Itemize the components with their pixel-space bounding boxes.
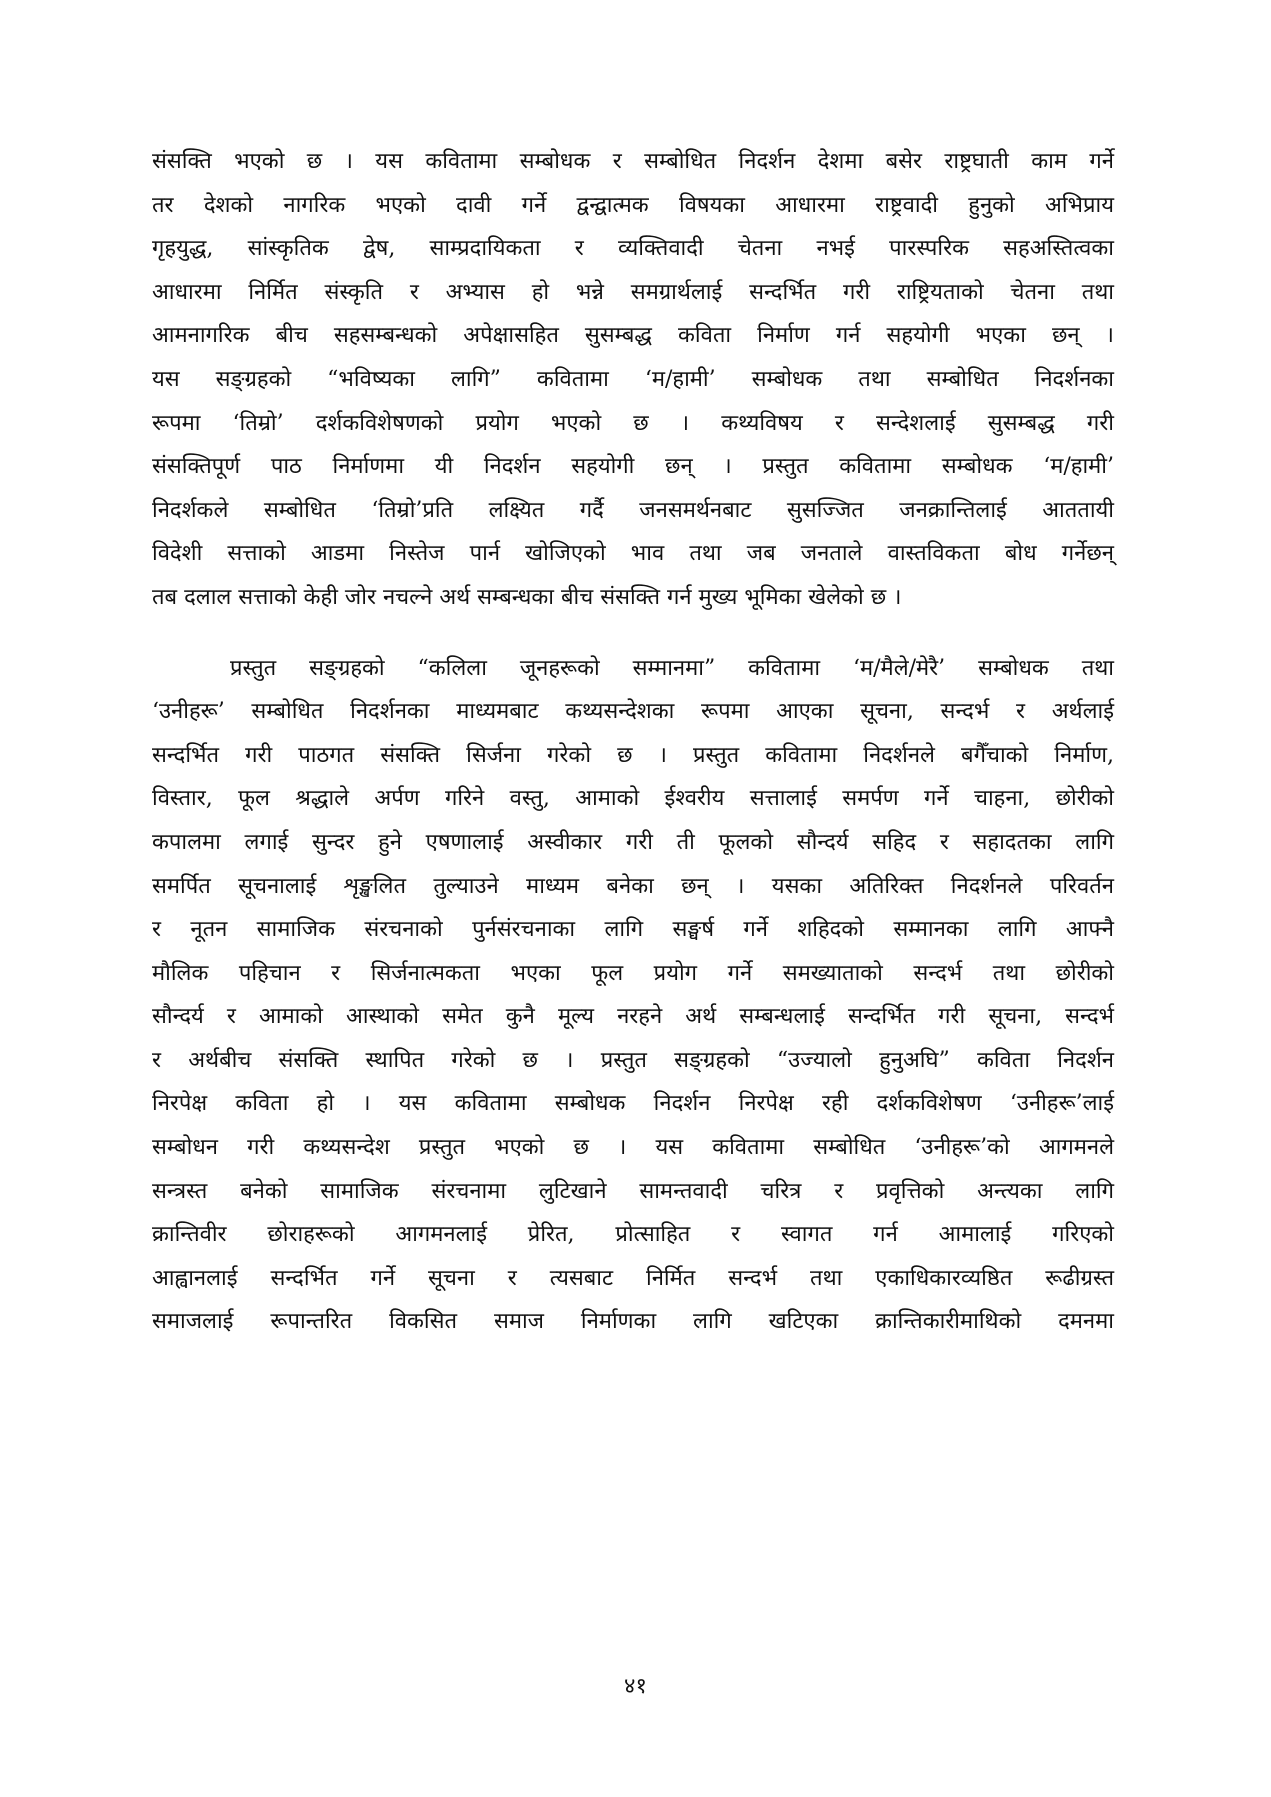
text-line: सौन्दर्य र आमाको आस्थाको समेत कुनै मूल्य नरहने अर्थ सम्बन्धलाई सन्दर्भित गरी सूचना, सन्दर्भ — [152, 1004, 1114, 1030]
text-line: सन्त्रस्त बनेको सामाजिक संरचनामा लुटिखाने सामन्तवादी चरित्र र प्रवृत्तिको अन्त्यका लागि — [152, 1178, 1114, 1204]
text-line: कपालमा लगाई सुन्दर हुने एषणालाई अस्वीकार गरी ती फूलको सौन्दर्य सहिद र सहादतका लागि — [152, 829, 1114, 855]
text-line: रूपमा ‘तिम्रो’ दर्शकविशेषणको प्रयोग भएको छ । कथ्यविषय र सन्देशलाई सुसम्बद्ध गरी — [152, 410, 1114, 436]
paragraph-1 — [152, 140, 1114, 620]
text-line: क्रान्तिवीर छोराहरूको आगमनलाई प्रेरित, प्रोत्साहित र स्वागत गर्न आमालाई गरिएको — [152, 1222, 1114, 1248]
text-line: ‘उनीहरू’ सम्बोधित निदर्शनका माध्यमबाट कथ्यसन्देशका रूपमा आएका सूचना, सन्दर्भ र अर्थलाई — [152, 699, 1114, 725]
text-line: प्रस्तुत सङ्ग्रहको “कलिला जूनहरूको सम्मानमा” कवितामा ‘म/मैले/मेरै’ सम्बोधक तथा — [230, 655, 1114, 681]
text-line: तर देशको नागरिक भएको दावी गर्ने द्वन्द्वात्मक विषयका आधारमा राष्ट्रवादी हुनुको अभिप्राय — [152, 192, 1114, 218]
text-line: आमनागरिक बीच सहसम्बन्धको अपेक्षासहित सुसम्बद्ध कविता निर्माण गर्न सहयोगी भएका छन् । — [152, 323, 1114, 349]
text-line: समाजलाई रूपान्तरित विकसित समाज निर्माणका लागि खटिएका क्रान्तिकारीमाथिको दमनमा — [152, 1309, 1114, 1335]
text-line: निदर्शकले सम्बोधित ‘तिम्रो’प्रति लक्ष्यित गर्दै जनसमर्थनबाट सुसज्जित जनक्रान्तिलाई आततायी — [152, 497, 1114, 523]
paragraph-gap — [152, 620, 1114, 647]
text-line: सन्दर्भित गरी पाठगत संसक्ति सिर्जना गरेको छ । प्रस्तुत कवितामा निदर्शनले बगैँचाको निर्माण, — [152, 742, 1114, 768]
text-line: गृहयुद्ध, सांस्कृतिक द्वेष, साम्प्रदायिकता र व्यक्तिवादी चेतना नभई पारस्परिक सहअस्तित्वका — [152, 236, 1114, 262]
text-line: सम्बोधन गरी कथ्यसन्देश प्रस्तुत भएको छ । यस कवितामा सम्बोधित ‘उनीहरू’को आगमनले — [152, 1135, 1114, 1161]
text-line: तब दलाल सत्ताको केही जोर नचल्ने अर्थ सम्बन्धका बीच संसक्ति गर्न मुख्य भूमिका खेलेको छ । — [152, 584, 902, 610]
paragraph-2 — [152, 647, 1114, 1345]
text-line: र अर्थबीच संसक्ति स्थापित गरेको छ । प्रस्तुत सङ्ग्रहको “उज्यालो हुनुअघि” कविता निदर्शन — [152, 1047, 1114, 1073]
text-line: संसक्ति भएको छ । यस कवितामा सम्बोधक र सम्बोधित निदर्शन देशमा बसेर राष्ट्रघाती काम गर्ने — [152, 149, 1114, 174]
text-line: निरपेक्ष कविता हो । यस कवितामा सम्बोधक निदर्शन निरपेक्ष रही दर्शकविशेषण ‘उनीहरू’लाई — [152, 1091, 1114, 1117]
text-line: विदेशी सत्ताको आडमा निस्तेज पार्न खोजिएको भाव तथा जब जनताले वास्तविकता बोध गर्नेछन् — [152, 541, 1114, 567]
text-line: र नूतन सामाजिक संरचनाको पुर्नसंरचनाका लागि सङ्घर्ष गर्ने शहिदको सम्मानका लागि आफ्नै — [152, 917, 1114, 943]
text-line: आह्वानलाई सन्दर्भित गर्ने सूचना र त्यसबाट निर्मित सन्दर्भ तथा एकाधिकारव्यष्ठित रूढीग्रस्त — [152, 1265, 1114, 1291]
text-line: संसक्तिपूर्ण पाठ निर्माणमा यी निदर्शन सहयोगी छन् । प्रस्तुत कवितामा सम्बोधक ‘म/हामी’ — [152, 454, 1114, 480]
page-number: ४१ — [624, 1674, 647, 1699]
text-line: समर्पित सूचनालाई शृङ्खलित तुल्याउने माध्यम बनेका छन् । यसका अतिरिक्त निदर्शनले परिवर्तन — [152, 873, 1114, 899]
text-line: मौलिक पहिचान र सिर्जनात्मकता भएका फूल प्रयोग गर्ने समख्याताको सन्दर्भ तथा छोरीको — [152, 960, 1114, 986]
text-line: विस्तार, फूल श्रद्धाले अर्पण गरिने वस्तु, आमाको ईश्वरीय सत्तालाई समर्पण गर्ने चाहना, छोरीको — [152, 786, 1114, 812]
text-line: आधारमा निर्मित संस्कृति र अभ्यास हो भन्ने समग्रार्थलाई सन्दर्भित गरी राष्ट्रियताको चेतना तथा — [152, 279, 1114, 305]
text-line: यस सङ्ग्रहको “भविष्यका लागि” कवितामा ‘म/हामी’ सम्बोधक तथा सम्बोधित निदर्शनका — [152, 366, 1114, 392]
body-text — [152, 140, 1114, 1344]
